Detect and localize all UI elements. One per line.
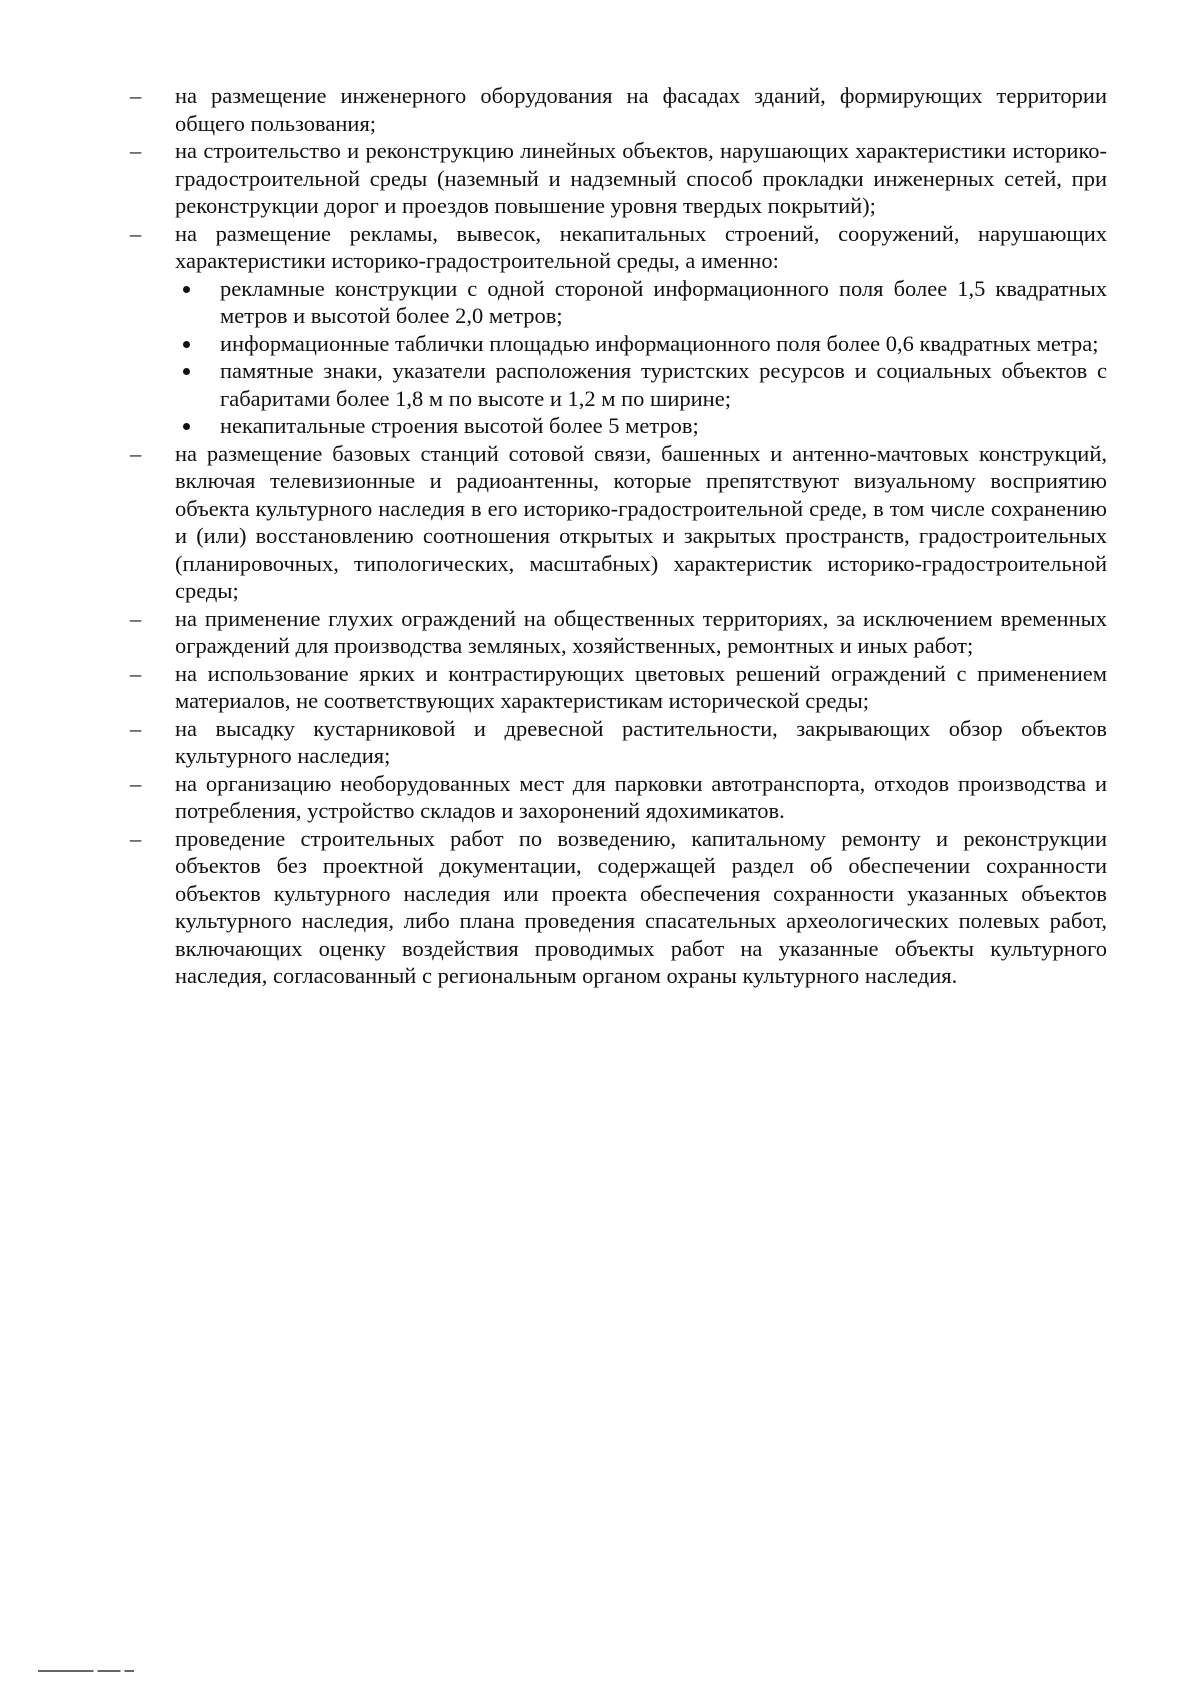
sublist-item-text: некапитальные строения высотой более 5 метров;: [220, 413, 699, 438]
sublist-item: [175, 275, 1107, 330]
dash-marker: –: [130, 660, 142, 686]
list-item: [130, 82, 1107, 137]
advertising-sublist: [175, 275, 1107, 440]
list-item-text: на размещение базовых станций сотовой связи, башенных и антенно-мачтовых конструкций, включая телевизионные и радиоантенны, которые препятствуют визуальному восприятию объекта культурного наследия в его историко-градостроительной среде, в том числе сохранению и (или) восстановлению соотношения открытых и закрытых пространств, градостроительных (планировочных, типологических, масштабных) характеристик историко-градостроительной среды;: [175, 440, 1107, 603]
dash-marker: –: [130, 220, 142, 246]
dash-marker: –: [130, 825, 142, 851]
dash-marker: –: [130, 770, 142, 796]
dash-marker: –: [130, 605, 142, 631]
list-item: [130, 825, 1107, 990]
list-item: [130, 440, 1107, 605]
list-item-text: на высадку кустарниковой и древесной растительности, закрывающих обзор объектов культурного наследия;: [175, 715, 1107, 768]
list-item: [130, 220, 1107, 440]
sublist-item-text: рекламные конструкции с одной стороной информационного поля более 1,5 квадратных метров и высотой более 2,0 метров;: [220, 275, 1107, 328]
sublist-item: [175, 330, 1107, 358]
document-body: [130, 82, 1107, 990]
list-item: [130, 770, 1107, 825]
list-item-text: на размещение инженерного оборудования на фасадах зданий, формирующих территории общего пользования;: [175, 83, 1107, 136]
sublist-item: [175, 412, 1107, 440]
bullet-icon: [183, 286, 190, 293]
list-item-text: на использование ярких и контрастирующих цветовых решений ограждений с применением материалов, не соответствующих характеристикам исторической среды;: [175, 660, 1107, 713]
list-item-text: на применение глухих ограждений на общественных территориях, за исключением временных ограждений для производства земляных, хозяйственных, ремонтных и иных работ;: [175, 605, 1107, 658]
dash-marker: –: [130, 83, 142, 108]
list-item: [130, 605, 1107, 660]
list-item: [130, 137, 1107, 220]
sublist-item: [175, 357, 1107, 412]
list-item-text: на строительство и реконструкцию линейных объектов, нарушающих характеристики историко-градостроительной среды (наземный и надземный способ прокладки инженерных сетей, при реконструкции дорог и проездов повышение уровня твердых покрытий);: [175, 138, 1107, 218]
list-item-text: проведение строительных работ по возведению, капитальному ремонту и реконструкции объектов без проектной документации, содержащей раздел об обеспечении сохранности объектов культурного наследия или проекта обеспечения сохранности указанных объектов культурного наследия, либо плана проведения спасательных археологических полевых работ, включающих оценку воздействия проводимых работ на указанные объекты культурного наследия, согласованный с региональным органом охраны культурного наследия.: [175, 825, 1107, 988]
list-item-text: на организацию необорудованных мест для парковки автотранспорта, отходов производства и потребления, устройство складов и захоронений ядохимикатов.: [175, 770, 1107, 823]
bullet-icon: [183, 368, 190, 375]
scan-artifact-line: [38, 1670, 134, 1672]
dash-marker: –: [130, 715, 142, 741]
bullet-icon: [183, 341, 190, 348]
restrictions-list: [130, 82, 1107, 990]
sublist-item-text: информационные таблички площадью информационного поля более 0,6 квадратных метра;: [220, 330, 1099, 356]
list-item: [130, 660, 1107, 715]
list-item-text: на размещение рекламы, вывесок, некапитальных строений, сооружений, нарушающих характеристики историко-градостроительной среды, а именно:: [175, 220, 1107, 273]
dash-marker: –: [130, 440, 142, 466]
sublist-item-text: памятные знаки, указатели расположения туристских ресурсов и социальных объектов с габаритами более 1,8 м по высоте и 1,2 м по ширине;: [220, 358, 1107, 411]
bullet-icon: [183, 423, 190, 430]
list-item: [130, 715, 1107, 770]
dash-marker: –: [130, 138, 142, 163]
